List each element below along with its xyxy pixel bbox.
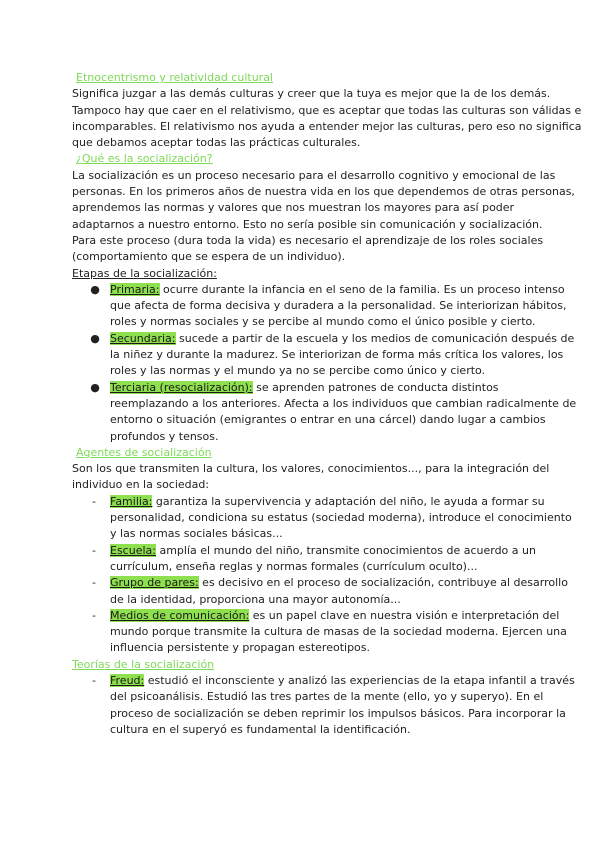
list-item-primaria [72, 282, 567, 331]
item-text: sucede a partir de la escuela y los medios de comunicación después de [175, 331, 575, 345]
item-line: proceso de socialización se deben reprimir los impulsos básicos. Para incorporar la [110, 706, 566, 720]
item-line: que afecta de forma decisiva y duradera a la personalidad. Se interiorizan hábitos, [110, 299, 567, 313]
item-text: es decisivo en el proceso de socialización, contribuye al desarrollo [198, 576, 568, 590]
list-item-medios [72, 608, 567, 657]
item-text: se aprenden patrones de conducta distintos [252, 380, 499, 394]
highlight-term: Primaria: [110, 282, 160, 296]
list-item-terciaria [72, 380, 577, 445]
item-line: entorno o situación (emigrantes o entrar en una cárcel) dando lugar a cambios [110, 413, 546, 427]
item-line: currículum, enseña reglas y normas formales (currículum oculto)... [110, 559, 478, 573]
list-item-secundaria [72, 331, 575, 380]
item-line: personalidad, condiciona su estatus (sociedad moderna), introduce el conocimiento [110, 511, 572, 525]
paragraph-line: Para este proceso (dura toda la vida) es necesario el aprendizaje de los roles sociales [72, 233, 544, 247]
paragraph-line: (comportamiento que se espera de un individuo). [72, 250, 346, 264]
item-line: la niñez y durante la madurez. Se interiorizan de forma más crítica los valores, los [110, 348, 564, 362]
paragraph-line: personas. En los primeros años de nuestra vida en los que dependemos de otras personas, [72, 185, 575, 199]
bullet-icon: ● [90, 380, 100, 394]
heading-agentes: Agentes de socialización [76, 445, 212, 459]
item-line: mundo porque transmite la cultura de masas de la sociedad moderna. Ejercen una [110, 625, 567, 639]
highlight-term: Secundaria: [110, 331, 176, 345]
heading-teorias: Teorías de la socialización [72, 657, 215, 671]
list-item-escuela [72, 543, 552, 576]
item-text: garantiza la supervivencia y adaptación del niño, le ayuda a formar su [152, 494, 545, 508]
item-text: ocurre durante la infancia en el seno de la familia. Es un proceso intenso [159, 282, 565, 296]
paragraph-line: Significa juzgar a las demás culturas y creer que la tuya es mejor que la de los demás. [72, 87, 551, 101]
item-line: roles y las normas y el mundo ya no se percibe como único y cierto. [110, 364, 486, 378]
item-line: influencia persistente y propagan estereotipos. [110, 641, 371, 655]
item-text: estudió el inconsciente y analizó las experiencias de la etapa infantil a través [144, 673, 575, 687]
item-line: profundos y tensos. [110, 429, 219, 443]
dash-icon: - [92, 608, 96, 622]
paragraph-line: individuo en la sociedad: [72, 478, 210, 492]
paragraph-line: adaptarnos a nuestro entorno. Esto no sería posible sin comunicación y socialización. [72, 217, 543, 231]
list-item-grupo-de-pares [72, 575, 568, 608]
item-line: de la identidad, proporciona una mayor autonomía... [110, 592, 401, 606]
item-line: cultura en el superyó es fundamental la identificación. [110, 722, 411, 736]
paragraph-line: aprendemos las normas y valores que nos muestran los mayores para así poder [72, 201, 515, 215]
dash-icon: - [92, 576, 96, 590]
paragraph-line: Son los que transmiten la cultura, los valores, conocimientos..., para la integración del [72, 462, 550, 476]
bullet-icon: ● [90, 282, 100, 296]
paragraph-line: La socialización es un proceso necesario para el desarrollo cognitivo y emocional de las [72, 168, 556, 182]
dash-icon: - [92, 494, 96, 508]
highlight-term: Familia: [110, 494, 153, 508]
list-item-familia [72, 494, 572, 543]
paragraph-line: que debamos aceptar todas las prácticas culturales. [72, 136, 361, 150]
heading-socializacion: ¿Qué es la socialización? [76, 152, 213, 166]
highlight-term: Escuela: [110, 543, 156, 557]
highlight-term: Terciaria (resocialización): [110, 380, 253, 394]
dash-icon: - [92, 673, 96, 687]
item-line: reemplazando a los anteriores. Afecta a los individuos que cambian radicalmente de [110, 396, 577, 410]
highlight-term: Medios de comunicación: [110, 608, 250, 622]
dash-icon: - [92, 543, 96, 557]
item-line: roles y normas sociales y se percibe al mundo como el único posible y cierto. [110, 315, 536, 329]
item-line: del psicoanálisis. Estudió las tres partes de la mente (ello, yo y superyo). En el [110, 690, 544, 704]
heading-etapas: Etapas de la socialización: [72, 266, 217, 280]
item-text: amplía el mundo del niño, transmite conocimientos de acuerdo a un [155, 543, 536, 557]
heading-etnocentrismo: Etnocentrismo y relatividad cultural [76, 71, 273, 84]
list-item-freud [72, 673, 575, 738]
paragraph-line: incomparables. El relativismo nos ayuda a entender mejor las culturas, pero eso no significa [72, 119, 582, 133]
item-line: y las normas sociales básicas... [110, 527, 283, 541]
highlight-term: Freud: [110, 673, 145, 687]
bullet-icon: ● [90, 331, 100, 345]
highlight-term: Grupo de pares: [110, 576, 199, 590]
paragraph-line: Tampoco hay que caer en el relativismo, que es aceptar que todas las culturas son válidas e [72, 103, 582, 117]
item-text: es un papel clave en nuestra visión e interpretación del [249, 608, 560, 622]
